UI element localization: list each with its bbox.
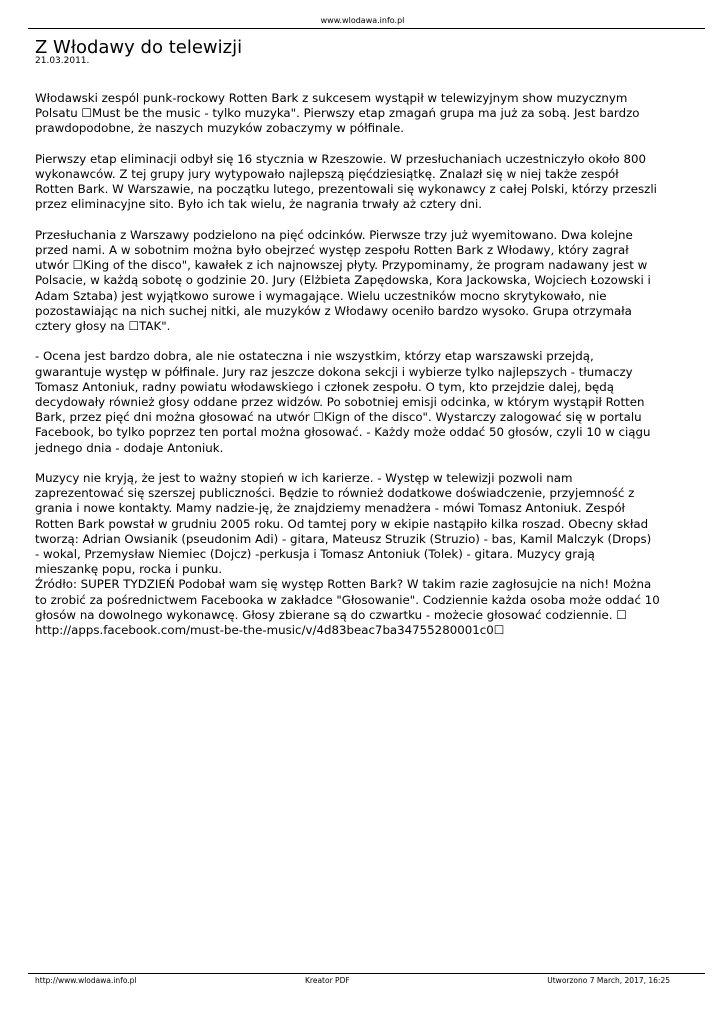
footer-site-link[interactable]: http://www.wlodawa.info.pl [35, 976, 137, 985]
footer-generator-label: Kreator PDF [305, 976, 350, 985]
article-body [35, 91, 695, 638]
footer-created-timestamp: Utworzono 7 March, 2017, 16:25 [547, 976, 670, 985]
article-paragraph: Przesłuchania z Warszawy podzielono na pięć odcinków. Pierwsze trzy już wyemitowano. Dwa kolejne przed nami. A w sobotnim można było obejrzeć występ zespołu Rotten Bark z Włodawy, który zagrał utwór ☐King of the disco", kawałek z ich najnowszej płyty. Przypominamy, że program nadawany jest w Polsacie, w każdą sobotę o godzinie 20. Jury (Elżbieta Zapędowska, Kora Jackowska, Wojciech Łozowski i Adam Sztaba) jest wyjątkowo surowe i wymagające. Wielu uczestników mocno skrytykowało, nie pozostawiając na nich suchej nitki, ale muzyków z Włodawy oceniło bardzo wysoko. Grupa otrzymała cztery głosy na ☐TAK". [35, 227, 651, 334]
footer-divider [28, 973, 705, 974]
article-paragraph: Muzycy nie kryją, że jest to ważny stopień w ich karierze. - Występ w telewizji pozwoli nam zaprezentować się szerszej publiczności. Będzie to również dodatkowe doświadczenie, przyjemność z grania i nowe kontakty. Mamy nadzie-ję, że znajdziemy menadżera - mówi Tomasz Antoniuk. Zespół Rotten Bark powstał w grudniu 2005 roku. Od tamtej pory w ekipie nastąpiło kilka roszad. Obecny skład tworzą: Adrian Owsianik (pseudonim Adi) - gitara, Mateusz Struzik (Struzio) - bas, Kamil Malczyk (Drops) - wokal, Przemysław Niemiec (Dojcz) -perkusja i Tomasz Antoniuk (Tolek) - gitara. Muzycy grają mieszankę popu, rocka i punku. [35, 471, 652, 577]
article-paragraph: Włodawski zespól punk-rockowy Rotten Bark z sukcesem wystąpił w telewizyjnym show muzycznym Polsatu ☐Must be the music - tylko muzyka". Pierwszy etap zmagań grupa ma już za sobą. Jest bardzo prawdopodobne, że naszych muzyków zobaczymy w półfinale. [35, 91, 640, 136]
article-title: Z Włodawy do telewizji [35, 37, 243, 58]
article-date: 21.03.2011. [35, 56, 90, 66]
header-site-url: www.wlodawa.info.pl [320, 16, 405, 25]
article-paragraph: - Ocena jest bardzo dobra, ale nie ostateczna i nie wszystkim, którzy etap warszawski przejdą, gwarantuje występ w półfinale. Jury raz jeszcze dokona sekcji i wybierze tylko najlepszych - tłumaczy Tomasz Antoniuk, radny powiatu włodawskiego i członek zespołu. O tym, kto przejdzie dalej, będą decydowały również głosy oddane przez widzów. Po sobotniej emisji odcinka, w którym wystąpił Rotten Bark, przez pięć dni można głosować na utwór ☐Kign of the disco". Wystarczy zalogować się w portalu Facebook, bo tylko poprzez ten portal można głosować. - Każdy może oddać 50 głosów, czyli 10 w ciągu jednego dnia - dodaje Antoniuk. [35, 349, 651, 455]
article-paragraph: Pierwszy etap eliminacji odbył się 16 stycznia w Rzeszowie. W przesłuchaniach uczestniczyło około 800 wykonawców. Z tej grupy jury wytypowało najlepszą pięćdziesiątkę. Znalazł się w niej także zespół Rotten Bark. W Warszawie, na początku lutego, prezentowali się wykonawcy z całej Polski, którzy przeszli przez eliminacyjne sito. Było ich tak wielu, że nagrania trwały aż cztery dni. [35, 151, 657, 212]
article-source-paragraph: Źródło: SUPER TYDZIEŃ Podobał wam się występ Rotten Bark? W takim razie zagłosujcie na nich! Można to zrobić za pośrednictwem Facebooka w zakładce "Głosowanie". Codziennie każda osoba może oddać 10 głosów na dowolnego wykonawcę. Głosy zbierane są do czwartku - możecie głosować codziennie. ☐ http://apps.facebook.com/must-be-the-music/v/4d83beac7ba34755280001c0☐ [35, 577, 660, 638]
header-divider [28, 28, 705, 29]
